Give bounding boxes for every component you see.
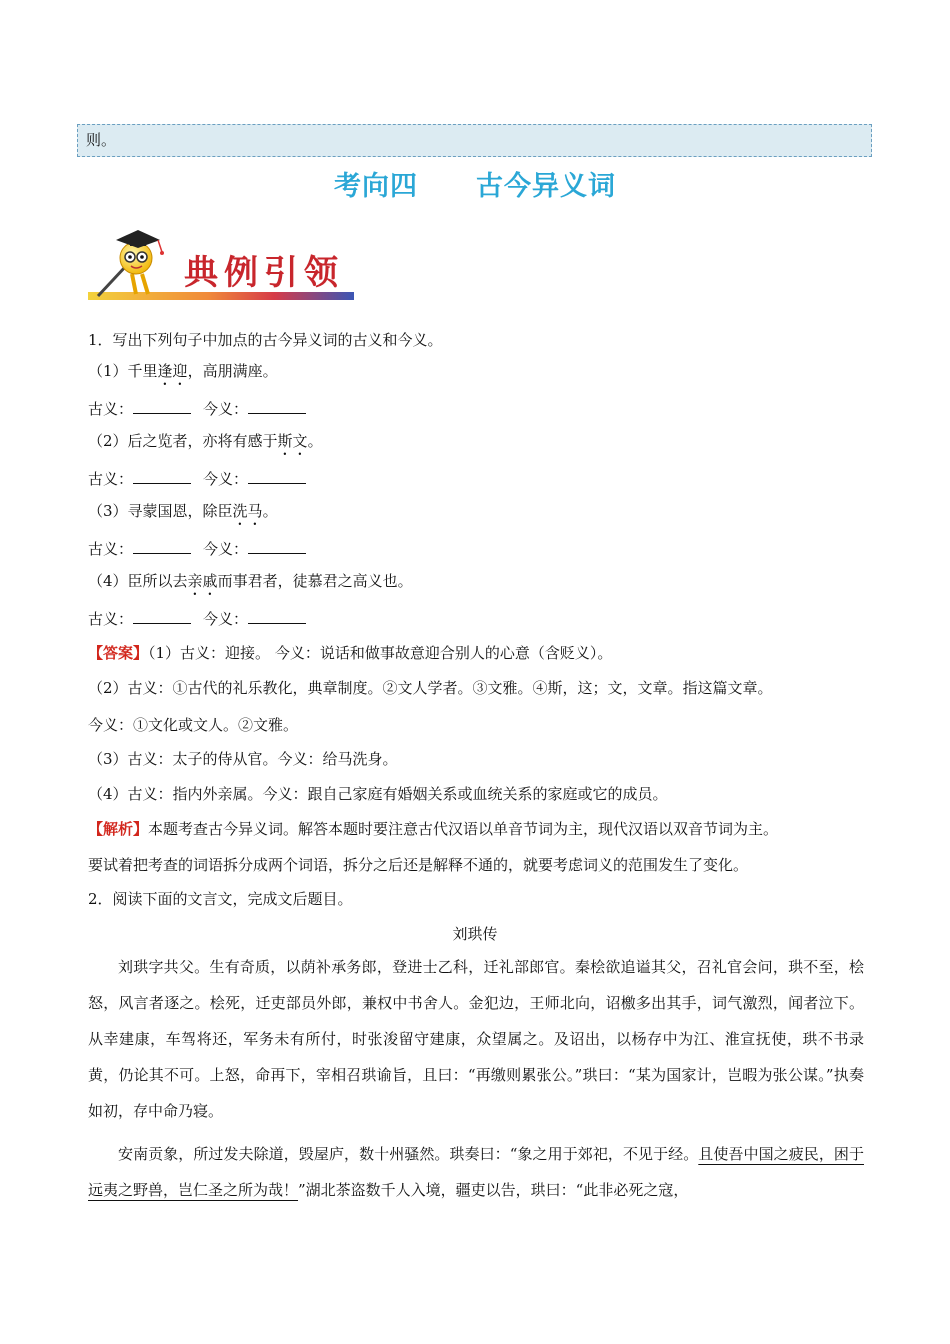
analysis-line-1: 【解析】本题考查古今异义词。解答本题时要注意古代汉语以单音节词为主，现代汉语以双音节词为主。 — [88, 820, 779, 838]
passage-title: 刘珙传 — [452, 925, 498, 943]
blank-row-2: 古义： 今义： — [88, 468, 318, 489]
scholar-mascot-icon — [98, 230, 164, 296]
dotted-word: 逢迎 — [157, 362, 188, 380]
passage-paragraph-2: 安南贡象，所过发夫除道，毁屋庐，数十州骚然。珙奏曰：“象之用于郊祀，不见于经。且使吾中国之疲民，困于远夷之野兽，岂仁圣之所为哉！”湖北茶盗数千人入境，疆吏以告，珙曰：“此非必死之寇， — [88, 1145, 864, 1199]
answer-line-4: （3）古义：太子的侍从官。今义：给马洗身。 — [88, 750, 398, 768]
q1-item-2: （2）后之览者，亦将有感于斯文。 — [88, 432, 323, 450]
note-text: 则。 — [86, 131, 117, 149]
example-banner — [86, 224, 356, 306]
answer-blank-jin[interactable] — [248, 471, 306, 484]
answer-blank-jin[interactable] — [248, 401, 306, 414]
underlined-sentence: 且使吾中国之疲民，困于远夷之野兽，岂仁圣之所为哉！ — [88, 1145, 864, 1199]
section-topic: 古今异义词 — [476, 171, 616, 202]
answer-blank-gu[interactable] — [133, 541, 191, 554]
answer-blank-jin[interactable] — [248, 611, 306, 624]
dotted-word: 斯文 — [277, 432, 308, 450]
note-box — [77, 124, 872, 157]
blank-row-4: 古义： 今义： — [88, 608, 318, 629]
answer-blank-jin[interactable] — [248, 541, 306, 554]
q1-stem: 1．写出下列句子中加点的古今异义词的古义和今义。 — [88, 331, 443, 349]
answer-blank-gu[interactable] — [133, 471, 191, 484]
q2-stem: 2．阅读下面的文言文，完成文后题目。 — [88, 890, 353, 908]
q1-item-1: （1）千里逢迎，高朋满座。 — [88, 362, 278, 380]
q1-item-3: （3）寻蒙国恩，除臣洗马。 — [88, 502, 278, 520]
answer-line-1: 【答案】（1）古义：迎接。 今义：说话和做事故意迎合别人的心意（含贬义）。 — [88, 644, 613, 662]
blank-row-3: 古义： 今义： — [88, 538, 318, 559]
analysis-tag: 【解析】 — [88, 820, 149, 838]
section-title — [0, 164, 950, 203]
dotted-word: 亲戚 — [187, 572, 218, 590]
dotted-word: 洗马 — [232, 502, 263, 520]
blank-row-1: 古义： 今义： — [88, 398, 318, 419]
banner-text: 典例引领 — [184, 253, 344, 293]
answer-tag: 【答案】 — [88, 644, 149, 662]
answer-blank-gu[interactable] — [133, 401, 191, 414]
answer-line-2: （2）古义：①古代的礼乐教化，典章制度。②文人学者。③文雅。④斯，这；文，文章。指这篇文章。 — [88, 679, 773, 697]
section-label: 考向四 — [334, 171, 418, 202]
q1-item-4: （4）臣所以去亲戚而事君者，徒慕君之高义也。 — [88, 572, 413, 590]
answer-blank-gu[interactable] — [133, 611, 191, 624]
analysis-line-2: 要试着把考查的词语拆分成两个词语，拆分之后还是解释不通的，就要考虑词义的范围发生了变化。 — [88, 856, 749, 874]
answer-line-5: （4）古义：指内外亲属。今义：跟自己家庭有婚姻关系或血统关系的家庭或它的成员。 — [88, 785, 668, 803]
answer-line-3: 今义：①文化或文人。②文雅。 — [88, 716, 299, 734]
banner-underline — [88, 292, 354, 300]
passage-paragraph-1: 刘珙字共父。生有奇质，以荫补承务郎，登进士乙科，迁礼部郎官。秦桧欲追谥其父，召礼官会问，珙不至，桧怒，风言者逐之。桧死，迁吏部员外郎，兼权中书舍人。金犯边，王师北向，诏檄多出其手，词气激烈，闻者泣下。从幸建康，车驾将还，军务未有所付，时张浚留守建康，众望属之。及诏出，以杨存中为江、淮宣抚使，珙不书录黄，仍论其不可。上怒，命再下，宰相召珙谕旨，且曰：“再缴则累张公。”珙曰：“某为国家计，岂暇为张公谋。”执奏如初，存中命乃寝。 — [88, 958, 864, 1120]
